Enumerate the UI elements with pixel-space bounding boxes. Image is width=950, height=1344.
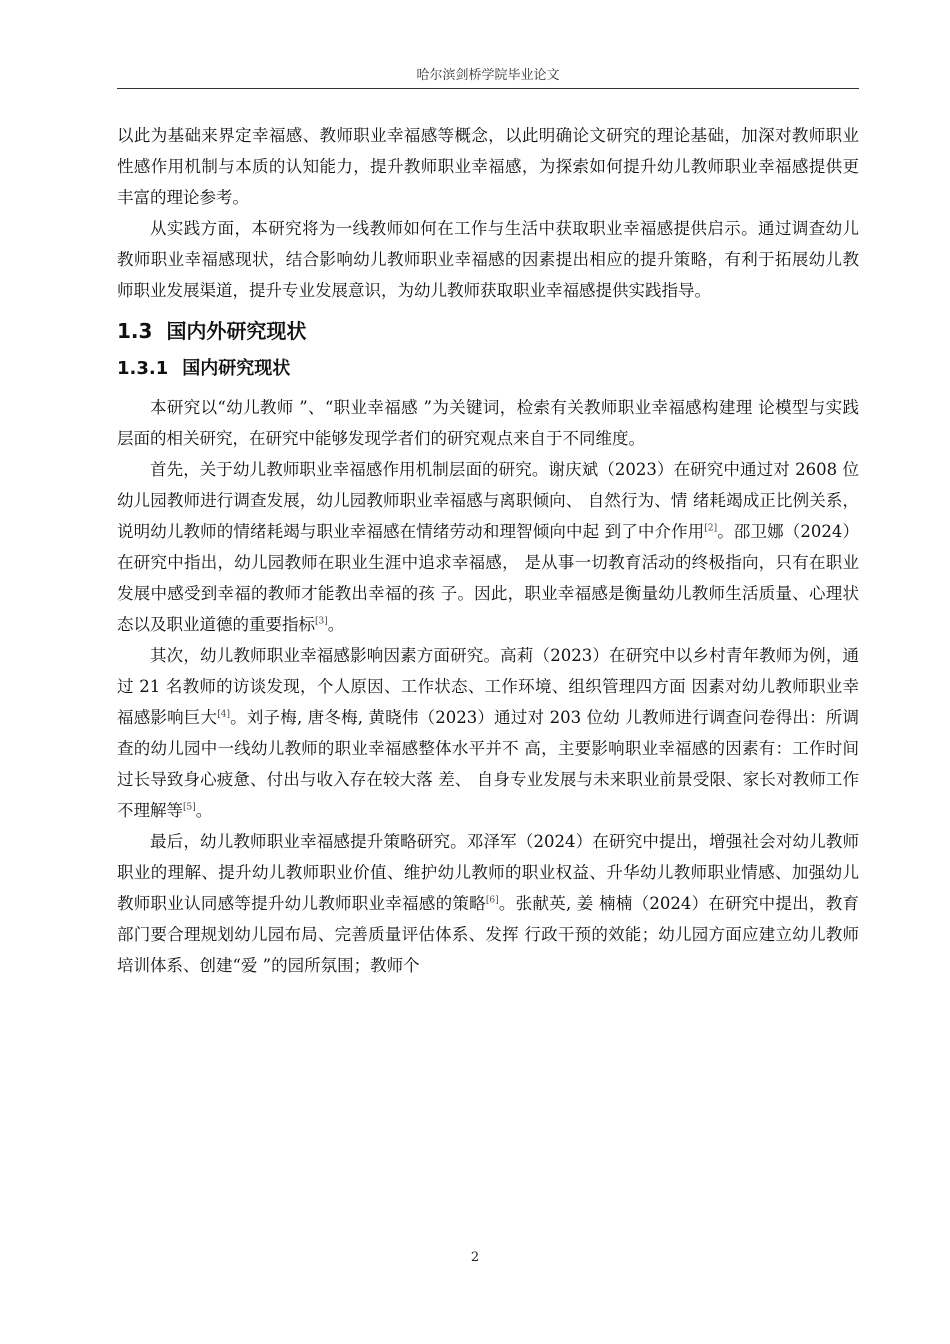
page-number: 2 — [470, 1250, 480, 1265]
subsection-title: 国内研究现状 — [182, 358, 291, 379]
paragraph-theory-continued: 以此为基础来界定幸福感、教师职业幸福感等概念，以此明确论文研究的理论基础，加深对教师职业性感作用机制与本质的认知能力，提升教师职业幸福感，为探索如何提升幼儿教师职业幸福感提供更丰富的理论参考。 — [117, 126, 859, 207]
paragraph-practice: 从实践方面，本研究将为一线教师如何在工作与生活中获取职业幸福感提供启示。通过调查幼儿教师职业幸福感现状，结合影响幼儿教师职业幸福感的因素提出相应的提升策略，有利于拓展幼儿教师职业发展渠道，提升专业发展意识，为幼儿教师获取职业幸福感提供实践指导。 — [117, 219, 859, 300]
paragraph-strategies — [117, 826, 859, 981]
running-header: 哈尔滨剑桥学院毕业论文 — [416, 68, 560, 83]
paragraph-keywords: 本研究以“幼儿教师 ”、“职业幸福感 ”为关键词，检索有关教师职业幸福感构建理 论模型与实践层面的相关研究，在研究中能够发现学者们的研究观点来自于不同维度。 — [117, 398, 859, 448]
body-text — [117, 120, 859, 981]
text-run: 。刘子梅, 唐冬梅, 黄晓伟（2023）通过对 203 位幼 儿教师进行调查问卷得出：所调查的幼儿园中一线幼儿教师的职业幸福感整体水平并不 高，主要影响职业幸福感的因素有：工作时间过长导致身心疲惫、付出与收入存在较大落 差、 自身专业发展与未来职业前景受限、家长对教师工作不理解等 — [117, 708, 860, 820]
citation-6[interactable]: [6] — [485, 895, 499, 906]
section-number: 1.3 — [117, 319, 153, 343]
citation-4[interactable]: [4] — [217, 709, 230, 720]
text-run: 。 — [327, 615, 345, 634]
subsection-heading-1-3-1 — [117, 354, 859, 384]
text-run: 最后，幼儿教师职业幸福感提升策略研究。邓泽军（2024）在研究中提出，增强社会对幼儿教师职业的理解、提升幼儿教师职业价值、维护幼儿教师的职业权益、升华幼儿教师职业情感、加强幼儿教师职业认同感等提升幼儿教师职业幸福感的策略 — [117, 832, 859, 913]
citation-2[interactable]: [2] — [704, 523, 718, 534]
text-run: 首先，关于幼儿教师职业幸福感作用机制层面的研究。谢庆斌（2023）在研究中通过对 2608 位幼儿园教师进行调查发展，幼儿园教师职业幸福感与离职倾向、 自然行为、情 绪耗竭成正比例关系，说明幼儿教师的情绪耗竭与职业幸福感在情绪劳动和理智倾向中起 到了中介作用 — [117, 460, 859, 541]
section-title: 国内外研究现状 — [166, 319, 307, 343]
text-run: 。邵卫娜（2024）在研究中指出，幼儿园教师在职业生涯中追求幸福感， 是从事一切教育活动的终极指向，只有在职业发展中感受到幸福的教师才能教出幸福的孩 子。因此，职业幸福感是衡量幼儿教师生活质量、心理状态以及职业道德的重要指标 — [117, 522, 859, 634]
subsection-number: 1.3.1 — [117, 358, 169, 379]
text-run: 其次，幼儿教师职业幸福感影响因素方面研究。高莉（2023）在研究中以乡村青年教师为例，通过 21 名教师的访谈发现，个人原因、工作状态、工作环境、组织管理四方面 因素对幼儿教师职业幸福感影响巨大 — [117, 646, 859, 727]
text-run: 。 — [195, 801, 213, 820]
section-heading-1-3 — [117, 316, 859, 346]
paragraph-factors — [117, 640, 859, 826]
text-run: 。张献英, 姜 楠楠（2024）在研究中提出，教育部门要合理规划幼儿园布局、完善质量评估体系、发挥 行政干预的效能；幼儿园方面应建立幼儿教师培训体系、创建“爱 ”的园所氛围；教师个 — [117, 894, 860, 975]
paragraph-mechanism — [117, 454, 859, 640]
citation-3[interactable]: [3] — [315, 616, 328, 627]
citation-5[interactable]: [5] — [183, 802, 196, 813]
header-rule — [117, 88, 859, 89]
